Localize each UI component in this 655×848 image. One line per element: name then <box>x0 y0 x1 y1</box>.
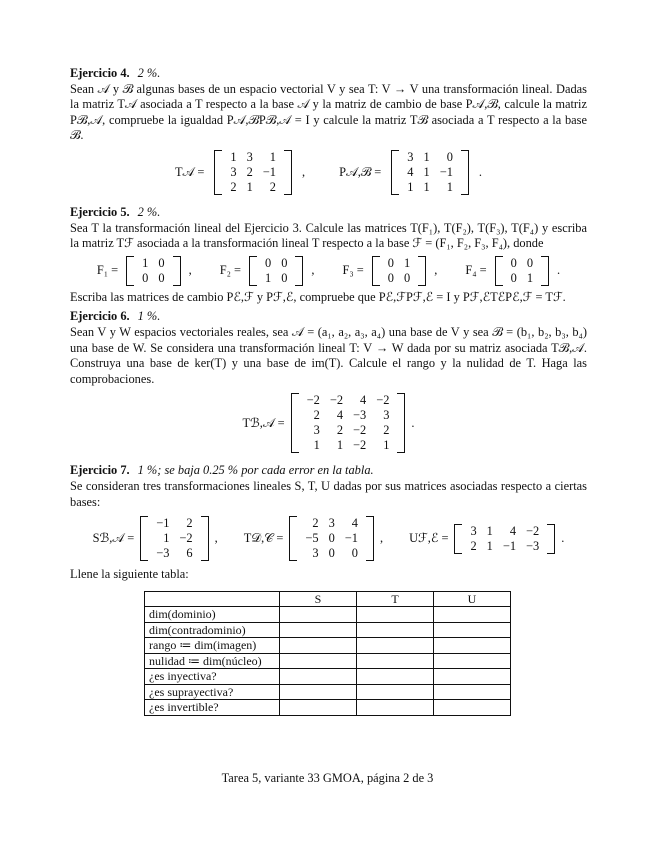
matrix-entry: −3 <box>156 546 170 561</box>
exercise-7-points: 1 %; se baja 0.25 % por cada error en la tabla. <box>137 463 374 478</box>
exercise-6-statement: Sean V y W espacios vectoriales reales, sea 𝒜 = (a₁, a₂, a₃, a₄) una base de V y sea ℬ = (b₁, b₂, b₃, b₄) una base de W. Se considera una transformación lineal T: V → W dada por su matriz asociada Tℬ,𝒜. Construya una base de ker(T) y una base de im(T). Calcule el rango y la nulidad de T. Haga las comprobaciones. <box>70 324 587 386</box>
matrix-entry: 4 <box>351 516 358 531</box>
matrix-entry: 3 <box>312 546 319 561</box>
matrix-entry: 0 <box>328 546 335 561</box>
exercise-6-title: Ejercicio 6. <box>70 309 130 324</box>
matrix-t <box>289 516 374 561</box>
matrix-f4 <box>495 256 549 286</box>
table-row-label: nulidad ≔ dim(núcleo) <box>145 653 280 669</box>
table-row-label: ¿es invertible? <box>145 700 280 716</box>
matrix-f2-label: F₂ = <box>219 262 241 277</box>
matrix-entry: −2 <box>353 438 367 453</box>
matrix-entry: 1 <box>486 523 493 538</box>
table-row-label: ¿es suprayectiva? <box>145 684 280 700</box>
table-answer-cell[interactable] <box>357 700 434 716</box>
period: . <box>557 262 561 277</box>
matrix-entry: 0 <box>510 270 517 285</box>
table-answer-cell[interactable] <box>280 622 357 638</box>
matrix-entry: 0 <box>446 149 453 164</box>
matrix-entry: 3 <box>313 423 320 438</box>
matrix-entry: −1 <box>439 164 453 179</box>
table-answer-cell[interactable] <box>357 607 434 623</box>
matrix-ta-label: T𝒜 = <box>174 164 205 179</box>
exercise-7-text <box>70 463 587 510</box>
table-row <box>145 700 511 716</box>
table-column-header: U <box>434 591 511 607</box>
matrix-entry: 2 <box>269 179 276 194</box>
matrix-entry: 1 <box>446 179 453 194</box>
matrix-entry: 4 <box>407 164 414 179</box>
matrix-s-label: Sℬ,𝒜 = <box>92 530 135 545</box>
matrix-entry: 0 <box>387 255 394 270</box>
matrix-entry: −3 <box>353 408 367 423</box>
matrix-entry: 3 <box>470 523 477 538</box>
matrix-entry: 4 <box>336 408 344 423</box>
exercise-5-equation <box>70 256 587 286</box>
exercise-5-points: 2 %. <box>137 204 161 219</box>
exercise-4-equation <box>70 150 587 195</box>
table-answer-cell[interactable] <box>434 622 511 638</box>
matrix-entry: 1 <box>246 179 253 194</box>
table-answer-cell[interactable] <box>357 638 434 654</box>
period: . <box>411 415 415 430</box>
matrix-entry: 1 <box>313 438 320 453</box>
matrix-f1 <box>126 256 180 286</box>
matrix-entry: 2 <box>470 538 477 553</box>
table-answer-cell[interactable] <box>280 638 357 654</box>
exercise-4 <box>70 66 587 195</box>
matrix-entry: 0 <box>387 270 394 285</box>
matrix-entry: 4 <box>360 393 367 408</box>
matrix-entry: 0 <box>264 255 272 270</box>
matrix-u-label: Uℱ,ℰ = <box>409 530 449 545</box>
period: . <box>561 530 565 545</box>
matrix-entry: 3 <box>407 149 414 164</box>
table-column-header: S <box>280 591 357 607</box>
table-row-label: dim(dominio) <box>145 607 280 623</box>
matrix-pab-label: P𝒜,ℬ = <box>339 164 382 179</box>
matrix-entry: 2 <box>186 516 193 531</box>
exercise-4-points: 2 %. <box>137 66 161 80</box>
matrix-entry: 0 <box>404 270 411 285</box>
matrix-entry: −1 <box>156 516 170 531</box>
matrix-entry: 3 <box>230 164 237 179</box>
table-row <box>145 638 511 654</box>
matrix-entry: 1 <box>336 438 344 453</box>
separator: , <box>214 530 218 545</box>
table-row-label: rango ≔ dim(imagen) <box>145 638 280 654</box>
matrix-entry: 0 <box>510 255 517 270</box>
matrix-t-label: T𝒟,𝒞 = <box>243 530 284 545</box>
exercise-6 <box>70 309 587 453</box>
exercise-7-statement: Se consideran tres transformaciones lineales S, T, U dadas por sus matrices asociadas respecto a ciertas bases: <box>70 478 587 509</box>
table-row <box>145 684 511 700</box>
exercise-5-title: Ejercicio 5. <box>70 204 130 219</box>
exercise-7 <box>70 463 587 715</box>
matrix-entry: −2 <box>179 531 193 546</box>
matrix-f3 <box>372 256 426 286</box>
matrix-entry: 2 <box>312 516 319 531</box>
matrix-entry: −1 <box>344 531 358 546</box>
matrix-entry: 3 <box>246 149 253 164</box>
matrix-entry: 1 <box>142 255 149 270</box>
table-answer-cell[interactable] <box>434 638 511 654</box>
exercise-5-statement: Sea T la transformación lineal del Ejercicio 3. Calcule las matrices T(F₁), T(F₂), T(F₃), T(F₄) y escriba la matriz Tℱ asociada a la transformación lineal T respecto a la base ℱ = (F₁, F₂, F₃, F₄), donde <box>70 220 587 251</box>
table-answer-cell[interactable] <box>434 669 511 685</box>
exercise-7-equation <box>70 516 587 561</box>
matrix-entry: 0 <box>351 546 358 561</box>
matrix-tba-label: Tℬ,𝒜 = <box>242 415 285 430</box>
matrix-entry: 3 <box>328 516 335 531</box>
table-row-label: ¿es inyectiva? <box>145 669 280 685</box>
matrix-entry: 0 <box>158 270 165 285</box>
table-column-header: T <box>357 591 434 607</box>
matrix-entry: 1 <box>404 255 411 270</box>
matrix-entry: 0 <box>281 255 288 270</box>
table-corner <box>145 591 280 607</box>
period: . <box>478 164 482 179</box>
matrix-entry: 1 <box>423 164 430 179</box>
exercise-4-statement: Sean 𝒜 y ℬ algunas bases de un espacio vectorial V y sea T: V → V una transformación lineal. Dadas la matriz T𝒜 asociada a T respecto a la base 𝒜 y la matriz de cambio de base P𝒜,ℬ, calcule la matriz Pℬ,𝒜, compruebe la igualdad P𝒜,ℬPℬ,𝒜 = I y calcule la matriz Tℬ asociada a T respecto a la base ℬ. <box>70 81 587 143</box>
table-answer-cell[interactable] <box>434 684 511 700</box>
table-answer-cell[interactable] <box>357 669 434 685</box>
matrix-entry: 2 <box>246 164 253 179</box>
separator: , <box>188 262 192 277</box>
matrix-tba <box>291 393 406 453</box>
table-row <box>145 622 511 638</box>
separator: , <box>379 530 384 545</box>
matrix-s <box>140 516 208 561</box>
matrix-entry: 3 <box>383 408 390 423</box>
matrix-u <box>454 524 555 554</box>
matrix-entry: −1 <box>262 164 276 179</box>
table-row <box>145 607 511 623</box>
exercise-6-text <box>70 309 587 387</box>
matrix-f4-label: F₄ = <box>465 262 487 277</box>
table-answer-cell[interactable] <box>357 684 434 700</box>
page-content <box>70 66 587 716</box>
matrix-entry: −2 <box>306 393 320 408</box>
exercise-7-title: Ejercicio 7. <box>70 463 130 478</box>
exercise-5-text-2: Escriba las matrices de cambio Pℰ,ℱ y Pℱ,ℰ, compruebe que Pℰ,ℱPℱ,ℰ = I y Pℱ,ℰTℰPℰ,ℱ = Tℱ. <box>70 289 566 304</box>
matrix-entry: 6 <box>186 546 193 561</box>
matrix-entry: 0 <box>526 255 534 270</box>
table-row-label: dim(contradominio) <box>145 622 280 638</box>
matrix-entry: 1 <box>163 531 170 546</box>
matrix-entry: 2 <box>313 408 320 423</box>
matrix-entry: 0 <box>142 270 149 285</box>
matrix-entry: −2 <box>329 393 344 408</box>
table-answer-cell[interactable] <box>280 700 357 716</box>
matrix-f2 <box>249 256 303 286</box>
page-footer: Tarea 5, variante 33 GMOA, página 2 de 3 <box>221 771 434 785</box>
matrix-entry: 0 <box>328 531 335 546</box>
matrix-entry: 0 <box>158 255 165 270</box>
matrix-entry: 1 <box>407 179 414 194</box>
table-answer-cell[interactable] <box>280 669 357 685</box>
matrix-entry: 2 <box>230 179 237 194</box>
table-row <box>145 653 511 669</box>
fill-table-instruction: Llene la siguiente tabla: <box>70 567 189 582</box>
matrix-entry: 1 <box>486 538 493 553</box>
matrix-entry: 1 <box>230 149 237 164</box>
matrix-entry: 2 <box>336 423 344 438</box>
matrix-pab <box>391 150 469 195</box>
matrix-entry: −1 <box>502 538 517 553</box>
matrix-entry: 1 <box>526 270 534 285</box>
matrix-entry: 2 <box>383 423 390 438</box>
separator: , <box>301 164 306 179</box>
separator: , <box>434 262 438 277</box>
matrix-entry: 1 <box>423 149 430 164</box>
matrix-entry: −5 <box>305 531 319 546</box>
table-answer-cell[interactable] <box>434 700 511 716</box>
matrix-f3-label: F₃ = <box>342 262 364 277</box>
matrix-entry: −2 <box>353 423 367 438</box>
table-answer-cell[interactable] <box>434 607 511 623</box>
matrix-entry: 1 <box>264 270 272 285</box>
matrix-entry: −3 <box>526 538 540 553</box>
table-answer-cell[interactable] <box>357 653 434 669</box>
table-answer-cell[interactable] <box>280 607 357 623</box>
matrix-f1-label: F₁ = <box>96 262 119 277</box>
matrix-entry: 1 <box>269 149 276 164</box>
table-answer-cell[interactable] <box>357 622 434 638</box>
matrix-entry: 1 <box>383 438 390 453</box>
exercise-4-title: Ejercicio 4. <box>70 66 130 80</box>
answer-table <box>144 591 511 716</box>
separator: , <box>311 262 315 277</box>
exercise-6-points: 1 %. <box>137 309 161 324</box>
table-row <box>145 669 511 685</box>
table-answer-cell[interactable] <box>434 653 511 669</box>
matrix-entry: 1 <box>423 179 430 194</box>
matrix-entry: −2 <box>376 393 390 408</box>
exercise-5-text <box>70 205 587 252</box>
exercise-4-text <box>70 66 587 144</box>
matrix-entry: 4 <box>509 523 517 538</box>
exercise-5 <box>70 205 587 305</box>
matrix-entry: 0 <box>281 270 288 285</box>
matrix-ta <box>214 150 292 195</box>
table-answer-cell[interactable] <box>280 653 357 669</box>
table-answer-cell[interactable] <box>280 684 357 700</box>
matrix-entry: −2 <box>526 523 540 538</box>
exercise-6-equation <box>70 393 587 453</box>
